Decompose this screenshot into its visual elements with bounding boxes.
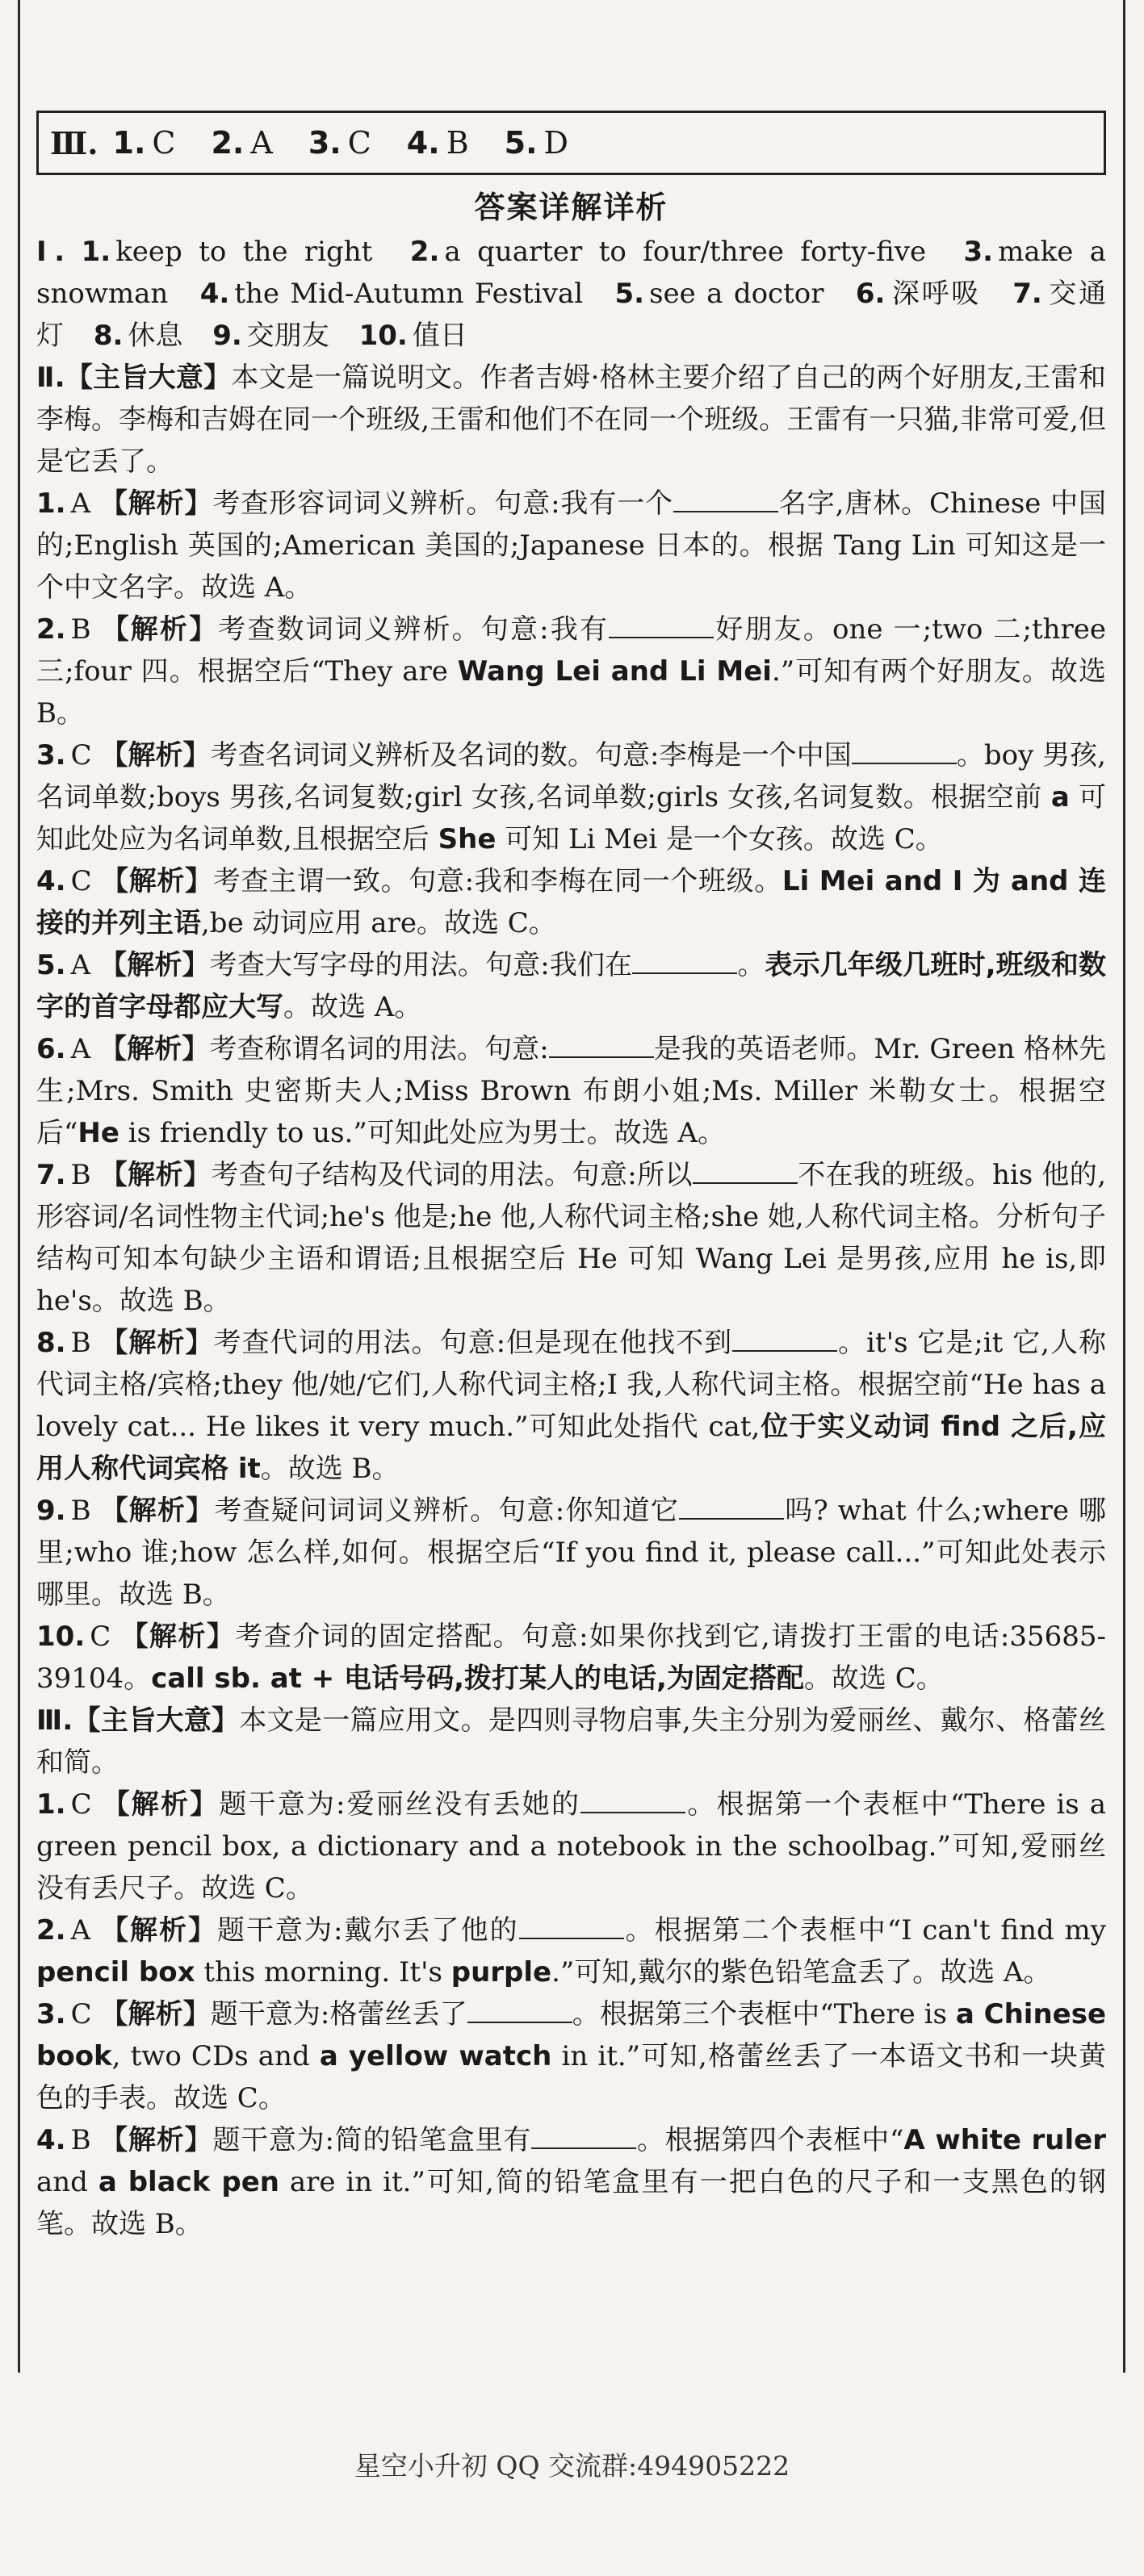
part3-q3: 3. C 【解析】题干意为:格蕾丝丢了 。根据第三个表框中“There is a Chinese book, two CDs and a yellow watch in it.”可知,格蕾丝丢了一本语文书和一块黄色的手表。故选 C。: [36, 1998, 1107, 2114]
part3-q4: 4. B 【解析】题干意为:简的铅笔盒里有 。根据第四个表框中“A white ruler and a black pen are in it.”可知,简的铅笔盒里有一把白色的尺子和一支黑色的钢笔。故选 B。: [36, 2124, 1106, 2240]
part2-summary: Ⅱ.【主旨大意】本文是一篇说明文。作者吉姆·格林主要介绍了自己的两个好朋友,王雷和李梅。李梅和吉姆在同一个班级,王雷和他们不在同一个班级。王雷有一只猫,非常可爱,但是它丢了。: [36, 362, 1107, 478]
vocab-item: 9. 交朋友: [212, 320, 329, 352]
page-title: 答案详解详析: [474, 190, 668, 225]
part2-q4: 4. C 【解析】考查主谓一致。句意:我和李梅在同一个班级。Li Mei and I 为 and 连接的并列主语,be 动词应用 are。故选 C。: [36, 865, 1107, 939]
part2-q8: 8. B 【解析】考查代词的用法。句意:但是现在他找不到 。it's 它是;it 它,人称代词主格/宾格;they 他/她/它们,人称代词主格;I 我,人称代词主格。根据空前“He has a lovely cat... He likes it very much.”可知此处指代 cat,位于实义动词 find 之后,应用人称代词宾格 it。故选 B。: [36, 1327, 1107, 1485]
answer-item: 4. B: [406, 125, 469, 161]
answer-key-box: [36, 111, 1106, 175]
part3-summary: Ⅲ.【主旨大意】本文是一篇应用文。是四则寻物启事,失主分别为爱丽丝、戴尔、格蕾丝和简。: [36, 1704, 1106, 1779]
part2-q7: 7. B 【解析】考查句子结构及代词的用法。句意:所以 不在我的班级。his 他的,形容词/名词性物主代词;he's 他是;he 他,人称代词主格;she 她,人称代词主格。分析句子结构可知本句缺少主语和谓语;且根据空后 He 可知 Wang Lei 是男孩,应用 he is,即 he's。故选 B。: [36, 1159, 1106, 1317]
right-border-rule: [1123, 0, 1125, 2373]
vocab-item: 4. the Mid-Autumn Festival: [199, 278, 584, 310]
section-label: Ⅲ.: [50, 124, 98, 161]
part3-q1: 1. C 【解析】题干意为:爱丽丝没有丢她的 。根据第一个表框中“There is a green pencil box, a dictionary and a notebook in the schoolbag.”可知,爱丽丝没有丢尺子。故选 C。: [36, 1788, 1106, 1905]
answer-item: 3. C: [308, 125, 371, 161]
part2-q2: 2. B 【解析】考查数词词义辨析。句意:我有 好朋友。one 一;two 二;three 三;four 四。根据空后“They are Wang Lei and Li Mei.”可知有两个好朋友。故选 B。: [36, 613, 1106, 730]
part2-q10: 10. C 【解析】考查介词的固定搭配。句意:如果你找到它,请拨打王雷的电话:35685-39104。call sb. at + 电话号码,拨打某人的电话,为固定搭配。故选 C。: [36, 1620, 1106, 1695]
vocab-item: 3. make a snowman: [36, 236, 1107, 310]
part2-q5: 5. A 【解析】考查大写字母的用法。句意:我们在 。表示几年级几班时,班级和数字的首字母都应大写。故选 A。: [36, 949, 1107, 1023]
vocab-item: 5. see a doctor: [614, 278, 824, 310]
vocab-item: 1. keep to the right: [81, 236, 373, 268]
part2-q3: 3. C 【解析】考查名词词义辨析及名词的数。句意:李梅是一个中国 。boy 男孩,名词单数;boys 男孩,名词复数;girl 女孩,名词单数;girls 女孩,名词复数。根据空前 a 可知此处应为名词单数,且根据空后 She 可知 Li Mei 是一个女孩。故选 C。: [36, 739, 1107, 855]
vocab-item: 2. a quarter to four/three forty-five: [409, 236, 927, 268]
part3-q2: 2. A 【解析】题干意为:戴尔丢了他的 。根据第二个表框中“I can't find my pencil box this morning. It's purple.”可知,戴尔的紫色铅笔盒丢了。故选 A。: [36, 1914, 1106, 1988]
part2-q9: 9. B 【解析】考查疑问词词义辨析。句意:你知道它 吗? what 什么;where 哪里;who 谁;how 怎么样,如何。根据空后“If you find it, please call...”可知此处表示哪里。故选 B。: [36, 1495, 1106, 1611]
answer-item: 5. D: [504, 125, 568, 161]
vocab-item: 6. 深呼吸: [855, 278, 981, 310]
footer-contact: 星空小升初 QQ 交流群:494905222: [354, 2450, 790, 2482]
answer-item: 2. A: [211, 125, 273, 161]
vocab-item: 10. 值日: [358, 320, 467, 352]
part1-answers: Ⅰ. 1. keep to the right 2. a quarter to four/three forty-five 3. make a snowman 4. the Mid-Autumn Festival 5. see a doctor 6. 深呼吸 7. 交通灯 8. 休息 9. 交朋友 10. 值日: [36, 236, 1107, 352]
part2-q6: 6. A 【解析】考查称谓名词的用法。句意: 是我的英语老师。Mr. Green 格林先生;Mrs. Smith 史密斯夫人;Miss Brown 布朗小姐;Ms. Miller 米勒女士。根据空后“He is friendly to us.”可知此处应为男士。故选 A。: [36, 1033, 1107, 1149]
vocab-item: 7. 交通灯: [36, 278, 1107, 352]
vocab-item: 8. 休息: [93, 320, 183, 352]
explanation-content: [36, 184, 1106, 2245]
left-border-rule: [18, 0, 20, 2373]
part2-q1: 1. A 【解析】考查形容词词义辨析。句意:我有一个 名字,唐林。Chinese 中国的;English 英国的;American 美国的;Japanese 日本的。根据 Tang Lin 可知这是一个中文名字。故选 A。: [36, 487, 1106, 604]
answer-item: 1. C: [112, 125, 176, 161]
